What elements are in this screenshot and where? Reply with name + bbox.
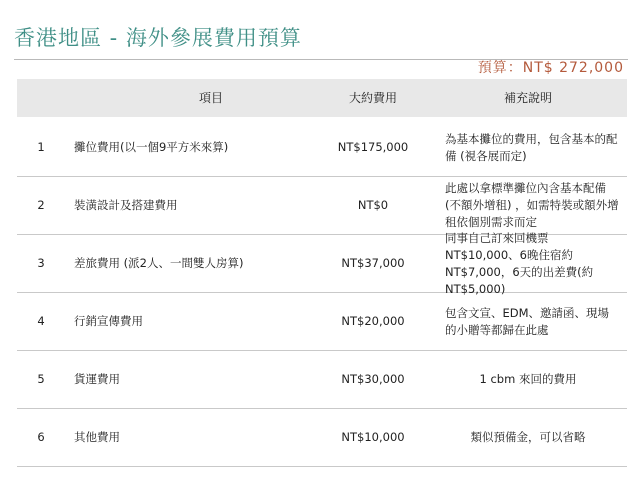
row-number: 5 bbox=[37, 372, 45, 386]
table-row bbox=[17, 293, 627, 351]
row-item: 其他費用 bbox=[74, 430, 120, 444]
row-item: 貨運費用 bbox=[74, 372, 120, 386]
row-item: 差旅費用 (派2人、一間雙人房算) bbox=[74, 256, 244, 270]
table-row bbox=[17, 230, 627, 296]
row-note: 此處以拿標準攤位內含基本配備 (不額外增租) ，如需特裝或額外增租依個別需求而定 bbox=[445, 181, 619, 229]
table-row bbox=[17, 177, 627, 235]
budget-total: 預算：NT$ 272,000 bbox=[477, 60, 624, 76]
page-title: 香港地區 - 海外參展費用預算 bbox=[14, 26, 302, 50]
table-row bbox=[17, 119, 627, 177]
header-item: 項目 bbox=[198, 90, 223, 105]
row-item: 行銷宣傳費用 bbox=[74, 314, 143, 328]
row-cost: NT$20,000 bbox=[341, 314, 405, 328]
header-cost: 大約費用 bbox=[348, 90, 397, 105]
row-cost: NT$0 bbox=[357, 198, 389, 212]
row-note: 包含文宣、EDM、邀請函、現場的小贈等都歸在此處 bbox=[445, 305, 610, 337]
row-item: 攤位費用(以一個9平方米來算) bbox=[74, 140, 229, 154]
row-number: 1 bbox=[37, 140, 45, 154]
row-number: 2 bbox=[37, 198, 45, 212]
table-row bbox=[17, 409, 627, 467]
table-row bbox=[17, 351, 627, 409]
row-cost: NT$175,000 bbox=[337, 140, 409, 154]
row-item: 裝潢設計及搭建費用 bbox=[74, 198, 178, 212]
header-note: 補充說明 bbox=[503, 90, 552, 105]
row-note: 類似預備金，可以省略 bbox=[470, 430, 586, 444]
row-number: 3 bbox=[37, 256, 45, 270]
row-note: 為基本攤位的費用，包含基本的配備 (視各展而定) bbox=[445, 131, 618, 163]
row-note: 同事自己訂來回機票NT$10,000、6晚住宿約NT$7,000，6天的出差費(約NT$5,000) bbox=[445, 230, 594, 296]
row-note: 1 cbm 來回的費用 bbox=[479, 372, 577, 386]
budget-table bbox=[17, 79, 627, 467]
row-number: 6 bbox=[37, 430, 45, 444]
row-cost: NT$30,000 bbox=[341, 372, 405, 386]
row-number: 4 bbox=[37, 314, 45, 328]
row-cost: NT$37,000 bbox=[341, 256, 405, 270]
row-cost: NT$10,000 bbox=[341, 430, 405, 444]
table-header-row bbox=[17, 79, 627, 119]
